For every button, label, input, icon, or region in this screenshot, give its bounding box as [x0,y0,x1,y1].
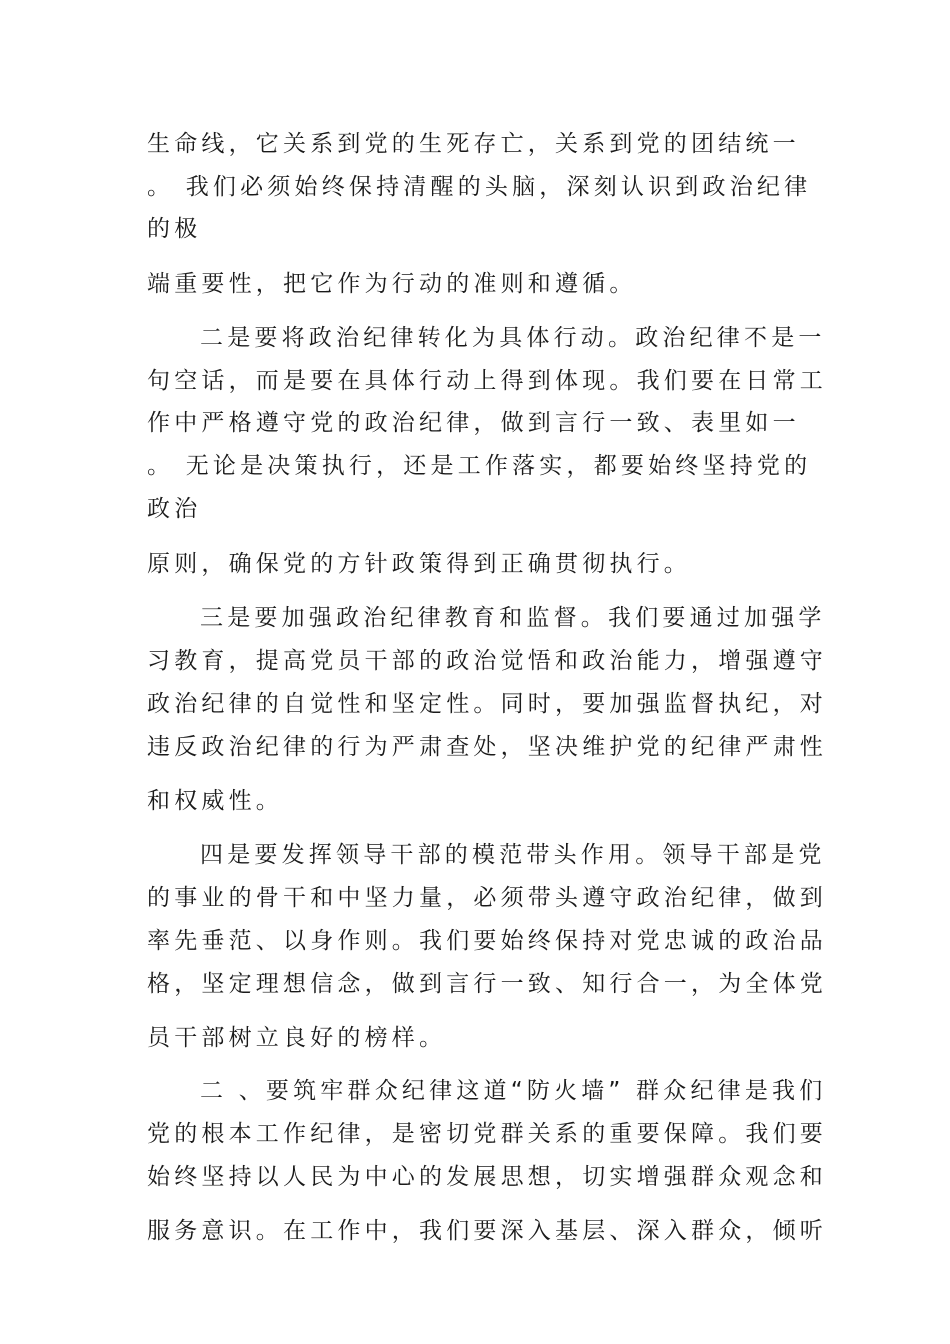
text-line: 的事业的骨干和中坚力量，必须带头遵守政治纪律，做到 [147,885,827,911]
text-line: 服务意识。在工作中，我们要深入基层、深入群众，倾听 [147,1218,827,1244]
text-line: 习教育，提高党员干部的政治觉悟和政治能力，增强遵守 [147,648,827,674]
section-heading-line: 二 、要筑牢群众纪律这道“防火墙” 群众纪律是我们 [200,1078,827,1104]
text-line: 。 无论是决策执行，还是工作落实，都要始终坚持党的 [147,453,812,479]
paragraph-first-line: 四是要发挥领导干部的模范带头作用。领导干部是党 [200,842,826,868]
text-line: 和权威性。 [147,788,283,814]
text-line: 始终坚持以人民为中心的发展思想，切实增强群众观念和 [147,1164,827,1190]
text-line: 原则，确保党的方针政策得到正确贯彻执行。 [147,551,691,577]
text-line: 党的根本工作纪律，是密切党群关系的重要保障。我们要 [147,1121,827,1147]
text-line: 率先垂范、以身作则。我们要始终保持对党忠诚的政治品 [147,928,827,954]
paragraph-first-line: 三是要加强政治纪律教育和监督。我们要通过加强学 [200,605,826,631]
text-line: 作中严格遵守党的政治纪律，做到言行一致、表里如一 [147,410,800,436]
text-line: 违反政治纪律的行为严肃查处，坚决维护党的纪律严肃性 [147,734,827,760]
text-line: 句空话，而是要在具体行动上得到体现。我们要在日常工 [147,368,827,394]
text-line: 政治 [147,496,202,522]
text-line: 生命线，它关系到党的生死存亡，关系到党的团结统一 [147,131,800,157]
text-line: 。 我们必须始终保持清醒的头脑，深刻认识到政治纪律 [147,174,812,200]
text-line: 政治纪律的自觉性和坚定性。同时，要加强监督执纪，对 [147,691,827,717]
text-line: 员干部树立良好的榜样。 [147,1025,447,1051]
paragraph-first-line: 二是要将政治纪律转化为具体行动。政治纪律不是一 [200,325,826,351]
text-line: 的极 [147,216,202,242]
text-line: 端重要性，把它作为行动的准则和遵循。 [147,271,637,297]
text-line: 格，坚定理想信念，做到言行一致、知行合一，为全体党 [147,971,827,997]
